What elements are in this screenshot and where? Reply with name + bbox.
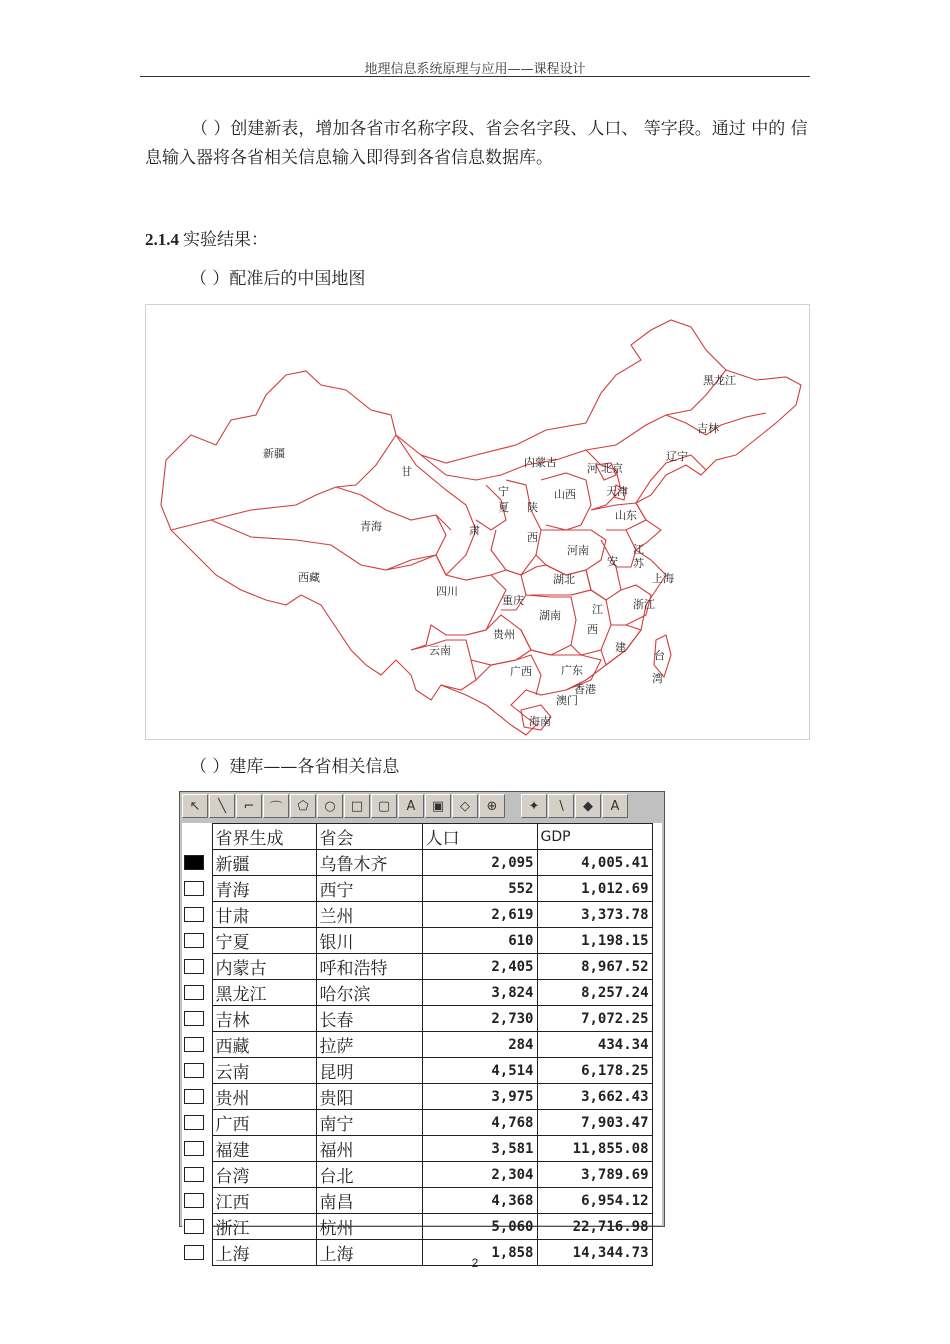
cell-province: 青海: [212, 876, 316, 902]
row-select-checkbox[interactable]: [184, 933, 204, 948]
region-style-icon: ◆: [583, 798, 593, 814]
label-liaoning: 辽宁: [666, 450, 688, 463]
cell-capital: 杭州: [316, 1214, 422, 1240]
cell-gdp: 3,789.69: [537, 1162, 652, 1188]
cell-capital: 昆明: [316, 1058, 422, 1084]
label-jiang: 江: [633, 543, 644, 556]
ellipse-icon: ○: [324, 798, 336, 814]
polyline-button[interactable]: [236, 794, 262, 818]
cell-province: 江西: [212, 1188, 316, 1214]
row-select-checkbox[interactable]: [184, 1115, 204, 1130]
label-aomen: 澳门: [556, 694, 578, 707]
cell-capital: 哈尔滨: [316, 980, 422, 1006]
row-select-checkbox[interactable]: [184, 1011, 204, 1026]
row-select-checkbox[interactable]: [184, 985, 204, 1000]
cell-population: 552: [422, 876, 537, 902]
page-number: 2: [471, 1256, 479, 1270]
row-select-cell[interactable]: [182, 1162, 212, 1188]
cell-gdp: 434.34: [537, 1032, 652, 1058]
cell-province: 福建: [212, 1136, 316, 1162]
label-taiwan-2: 湾: [652, 672, 663, 685]
label-henan: 河南: [567, 544, 589, 557]
label-xi: 西: [527, 531, 538, 544]
polyline-icon: ⌐: [243, 798, 255, 814]
cell-population: 2,095: [422, 850, 537, 876]
row-select-checkbox[interactable]: [184, 1219, 204, 1234]
table-row[interactable]: [182, 1136, 652, 1162]
cell-gdp: 11,855.08: [537, 1136, 652, 1162]
arc-icon: ⌒: [269, 800, 283, 816]
cell-province: 浙江: [212, 1214, 316, 1240]
label-shanxi: 山西: [554, 488, 576, 501]
border-sichuan: [386, 555, 506, 650]
row-select-checkbox[interactable]: [184, 1141, 204, 1156]
cell-gdp: 3,662.43: [537, 1084, 652, 1110]
cell-gdp: 6,954.12: [537, 1188, 652, 1214]
column-header-population[interactable]: 人口: [422, 824, 537, 850]
polygon-button[interactable]: [290, 794, 316, 818]
cell-gdp: 3,373.78: [537, 902, 652, 928]
row-select-checkbox[interactable]: [184, 907, 204, 922]
row-select-checkbox[interactable]: [184, 1037, 204, 1052]
border-xizang-qinghai: [211, 520, 436, 570]
drawing-toolbar: [182, 794, 662, 822]
china-map: [145, 304, 810, 740]
row-select-checkbox[interactable]: [184, 1063, 204, 1078]
cell-gdp: 7,072.25: [537, 1006, 652, 1032]
cell-gdp: 6,178.25: [537, 1058, 652, 1084]
table-caption: （ ）建库——各省相关信息: [190, 757, 400, 777]
row-select-checkbox[interactable]: [184, 881, 204, 896]
label-neimenggu: 内蒙古: [524, 456, 557, 469]
region-style-button[interactable]: [575, 794, 601, 818]
label-chongqing: 重庆: [502, 594, 524, 607]
table-row[interactable]: [182, 1058, 652, 1084]
text-style-button[interactable]: [602, 794, 628, 818]
cell-gdp: 22,716.98: [537, 1214, 652, 1240]
toolbar-separator: [506, 794, 520, 822]
row-select-cell[interactable]: [182, 1006, 212, 1032]
table-header-row: [182, 824, 652, 850]
label-ningxia-2: 夏: [498, 501, 509, 514]
label-hainan: 海南: [529, 715, 551, 728]
label-jian: 建: [615, 641, 626, 654]
table-row[interactable]: [182, 876, 652, 902]
cell-gdp: 14,344.73: [537, 1240, 652, 1266]
gis-browser-window: [179, 791, 665, 1265]
line-style-button[interactable]: [548, 794, 574, 818]
cell-province: 内蒙古: [212, 954, 316, 980]
label-hubei: 湖北: [553, 573, 575, 586]
rounded-rectangle-button[interactable]: [371, 794, 397, 818]
table-row[interactable]: [182, 1188, 652, 1214]
symbol-style-icon: ✦: [528, 798, 540, 814]
line-button[interactable]: [209, 794, 235, 818]
section-heading: [145, 225, 268, 250]
cell-capital: 南宁: [316, 1110, 422, 1136]
china-map-svg: [146, 305, 811, 741]
cell-population: 2,730: [422, 1006, 537, 1032]
cell-capital: 福州: [316, 1136, 422, 1162]
column-header-gdp[interactable]: GDP: [537, 824, 652, 850]
cell-capital: 呼和浩特: [316, 954, 422, 980]
cell-capital: 兰州: [316, 902, 422, 928]
cell-capital: 上海: [316, 1240, 422, 1266]
label-sichuan: 四川: [436, 585, 458, 598]
row-select-cell[interactable]: [182, 902, 212, 928]
header-select-cell: [182, 824, 212, 850]
cell-province: 广西: [212, 1110, 316, 1136]
row-select-cell[interactable]: [182, 1214, 212, 1240]
label-tianjin: 天津: [606, 485, 628, 498]
label-shandong: 山东: [615, 509, 637, 522]
label-heilongjiang: 黑龙江: [703, 374, 736, 387]
row-select-cell[interactable]: [182, 850, 212, 876]
label-jiangxi-2: 西: [587, 623, 598, 636]
cell-gdp: 8,257.24: [537, 980, 652, 1006]
table-row[interactable]: [182, 1214, 652, 1240]
label-jilin: 吉林: [697, 422, 719, 435]
label-shaan: 陕: [527, 501, 538, 514]
cell-capital: 台北: [316, 1162, 422, 1188]
label-su: 肃: [469, 524, 480, 537]
label-ningxia-1: 宁: [498, 485, 509, 498]
cell-province: 贵州: [212, 1084, 316, 1110]
row-select-cell[interactable]: [182, 876, 212, 902]
cell-province: 黑龙江: [212, 980, 316, 1006]
add-node-button[interactable]: [479, 794, 505, 818]
text-button[interactable]: [398, 794, 424, 818]
label-xianggang: 香港: [574, 683, 596, 696]
section-title: 实验结果：: [183, 230, 268, 250]
cell-capital: 乌鲁木齐: [316, 850, 422, 876]
line-style-icon: ∖: [556, 798, 566, 814]
label-shanghai: 上海: [652, 572, 674, 585]
cell-province: 宁夏: [212, 928, 316, 954]
rectangle-button[interactable]: [344, 794, 370, 818]
cell-population: 2,619: [422, 902, 537, 928]
label-hunan: 湖南: [539, 609, 561, 622]
cell-population: 2,304: [422, 1162, 537, 1188]
rectangle-icon: □: [350, 798, 364, 814]
cell-province: 西藏: [212, 1032, 316, 1058]
table-row[interactable]: [182, 1084, 652, 1110]
row-select-checkbox[interactable]: [184, 1167, 204, 1182]
label-jiangxi-1: 江: [592, 603, 603, 616]
table-row[interactable]: [182, 954, 652, 980]
row-select-cell[interactable]: [182, 1084, 212, 1110]
cell-population: 4,368: [422, 1188, 537, 1214]
frame-icon: ▣: [431, 798, 445, 814]
label-guizhou: 贵州: [493, 628, 515, 641]
column-header-province[interactable]: 省界生成: [212, 824, 316, 850]
cell-gdp: 1,012.69: [537, 876, 652, 902]
label-beijing: 北京: [601, 462, 623, 475]
row-select-checkbox[interactable]: [184, 855, 204, 870]
cell-population: 3,581: [422, 1136, 537, 1162]
cell-gdp: 8,967.52: [537, 954, 652, 980]
cell-capital: 南昌: [316, 1188, 422, 1214]
label-guangdong: 广东: [561, 664, 583, 677]
cell-gdp: 7,903.47: [537, 1110, 652, 1136]
label-guangxi: 广西: [510, 665, 532, 678]
text-icon: A: [406, 798, 416, 814]
section-number: 2.1.4: [145, 230, 179, 249]
header-rule: [140, 76, 810, 77]
cell-province: 云南: [212, 1058, 316, 1084]
cell-capital: 西宁: [316, 876, 422, 902]
text-style-icon: A: [610, 798, 620, 814]
cell-population: 3,824: [422, 980, 537, 1006]
label-an: 安: [607, 555, 618, 568]
cell-province: 台湾: [212, 1162, 316, 1188]
cell-province: 上海: [212, 1240, 316, 1266]
label-qinghai: 青海: [360, 520, 382, 533]
rounded-rectangle-icon: ▢: [377, 798, 391, 814]
cell-province: 新疆: [212, 850, 316, 876]
border-shanxi: [541, 473, 591, 530]
cell-population: 284: [422, 1032, 537, 1058]
frame-button[interactable]: [425, 794, 451, 818]
table-row[interactable]: [182, 1006, 652, 1032]
ellipse-button[interactable]: [317, 794, 343, 818]
row-select-checkbox[interactable]: [184, 1193, 204, 1208]
reshape-button[interactable]: [452, 794, 478, 818]
cell-population: 3,975: [422, 1084, 537, 1110]
column-header-capital[interactable]: 省会: [316, 824, 422, 850]
label-xinjiang: 新疆: [263, 447, 285, 460]
cell-capital: 贵阳: [316, 1084, 422, 1110]
label-zhejiang: 浙江: [633, 598, 655, 611]
cell-gdp: 4,005.41: [537, 850, 652, 876]
cell-province: 甘肃: [212, 902, 316, 928]
browser-grid: [182, 823, 662, 1265]
cell-population: 4,514: [422, 1058, 537, 1084]
add-node-icon: ⊕: [486, 798, 498, 814]
table-row[interactable]: [182, 1110, 652, 1136]
label-yunnan: 云南: [429, 644, 451, 657]
cell-capital: 银川: [316, 928, 422, 954]
cell-population: 5,060: [422, 1214, 537, 1240]
label-su2: 苏: [633, 557, 644, 570]
cell-population: 1,858: [422, 1240, 537, 1266]
reshape-icon: ◇: [460, 798, 470, 814]
row-select-cell[interactable]: [182, 980, 212, 1006]
cell-province: 吉林: [212, 1006, 316, 1032]
label-taiwan-1: 台: [654, 649, 665, 662]
page-header: 地理信息系统原理与应用——课程设计: [364, 62, 586, 77]
cell-population: 2,405: [422, 954, 537, 980]
select-arrow-icon: ↖: [189, 798, 201, 814]
body-paragraph: （ ）创建新表，增加各省市名称字段、省会名字段、人口、 等字段。通过 中的 信息输入器将各省相关信息输入即得到各省信息数据库。: [145, 119, 808, 168]
table-row[interactable]: [182, 980, 652, 1006]
table-row[interactable]: [182, 1162, 652, 1188]
row-select-cell[interactable]: [182, 1032, 212, 1058]
label-gan: 甘: [401, 465, 412, 478]
arc-button[interactable]: [263, 794, 289, 818]
row-select-cell[interactable]: [182, 928, 212, 954]
map-caption: （ ）配准后的中国地图: [190, 269, 366, 289]
row-select-cell[interactable]: [182, 954, 212, 980]
line-icon: ╲: [218, 798, 226, 814]
table-row[interactable]: [182, 850, 652, 876]
table-row[interactable]: [182, 1032, 652, 1058]
cell-capital: 长春: [316, 1006, 422, 1032]
label-xizang: 西藏: [298, 571, 320, 584]
cell-gdp: 1,198.15: [537, 928, 652, 954]
cell-capital: 拉萨: [316, 1032, 422, 1058]
polygon-icon: ⬠: [297, 798, 309, 814]
row-select-cell[interactable]: [182, 1188, 212, 1214]
symbol-style-button[interactable]: [521, 794, 547, 818]
row-select-checkbox[interactable]: [184, 959, 204, 974]
border-qinghai-north: [336, 487, 451, 530]
cell-population: 4,768: [422, 1110, 537, 1136]
row-select-cell[interactable]: [182, 1110, 212, 1136]
select-arrow-button[interactable]: [182, 794, 208, 818]
cell-population: 610: [422, 928, 537, 954]
row-select-cell[interactable]: [182, 1058, 212, 1084]
table-row[interactable]: [182, 928, 652, 954]
province-table: [182, 823, 653, 1266]
row-select-checkbox[interactable]: [184, 1089, 204, 1104]
table-row[interactable]: [182, 902, 652, 928]
label-he: 河: [587, 462, 598, 475]
row-select-cell[interactable]: [182, 1136, 212, 1162]
